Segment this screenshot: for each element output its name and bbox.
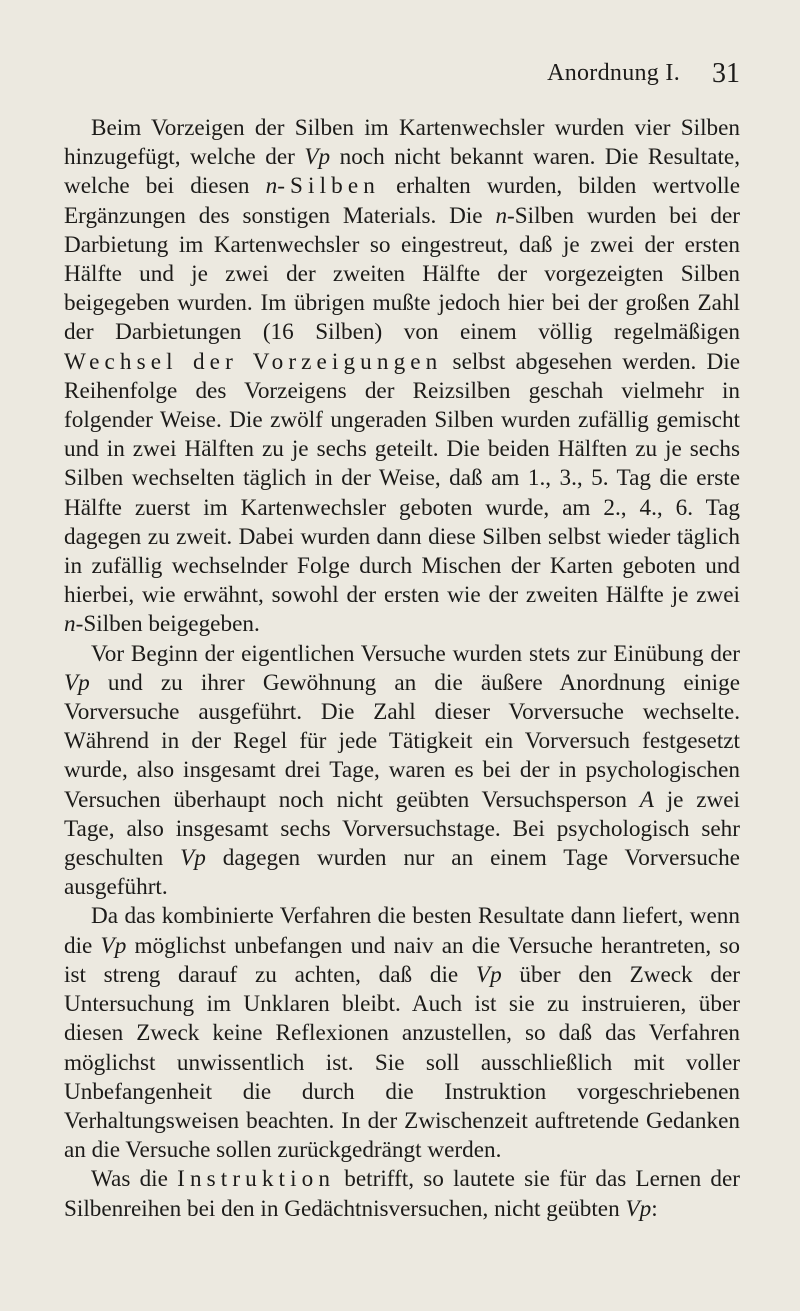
page-number: 31 (712, 58, 740, 89)
p1-text-c: erhalten wurden, bilden wertvolle Ergänzungen des sonstigen Materials. Die (64, 173, 740, 229)
vp-abbrev: Vp (64, 669, 90, 696)
p1-text-b: noch nicht bekannt waren. Die Resultate, welche bei diesen (64, 144, 741, 200)
vp-abbrev: Vp (180, 845, 206, 872)
page-header (64, 60, 740, 94)
p3-text-c: über den Zweck der Untersuchung im Unklaren bleibt. Auch ist sie zu instruieren, über diesen Zweck keine Reflexionen anzustellen, so daß das Verfahren möglichst unwissentlich ist. Sie soll ausschließlich mit voller Unbefangenheit die durch die Instruktion vorgeschriebenen Verhaltungsweisen beachten. In der Zwischenzeit auftretende Gedanken an die Versuche sollen zurückgedrängt werden. (64, 961, 740, 1164)
n-silben-spaced: -Silben (277, 173, 380, 200)
p1-text-f: -Silben beigegeben. (75, 611, 260, 638)
n-variable: n (265, 173, 278, 200)
p4-text-b: betrifft, so lautete sie für das Lernen der Silbenreihen bei den in Gedächtnisversuchen, nicht geübten (64, 1166, 741, 1222)
vp-abbrev: Vp (304, 144, 331, 171)
p4-text-c: : (651, 1195, 658, 1222)
wechsel-spaced: Wechsel der Vorzeigungen (64, 348, 443, 375)
p2-text-d: dagegen wurden nur an einem Tage Vorversuche ausgeführt. (64, 845, 740, 901)
p2-text-a: Vor Beginn der eigentlichen Versuche wurden stets zur Einübung der (91, 640, 740, 667)
p3-text-a: Da das kombinierte Verfahren die besten Resultate dann liefert, wenn die (64, 903, 740, 959)
instruktion-spaced: Instruktion (177, 1166, 336, 1193)
paragraph-2 (64, 640, 740, 903)
p2-text-c: je zwei Tage, also insgesamt sechs Vorversuchstage. Bei psychologisch sehr geschulten (64, 786, 740, 872)
vp-abbrev: Vp (100, 932, 127, 959)
p2-text-b: und zu ihrer Gewöhnung an die äußere Anordnung einige Vorversuche ausgeführt. Die Zahl dieser Vorversuche wechselte. Während in der Regel für jede Tätigkeit ein Vorversuch festgesetzt wurde, also insgesamt drei Tage, waren es bei der in psychologischen Versuchen überhaupt noch nicht geübten Versuchsperson (64, 669, 740, 813)
p3-text-b: möglichst unbefangen und naiv an die Versuche herantreten, so ist streng darauf zu achten, daß die (64, 932, 740, 988)
n-variable: n (64, 611, 76, 638)
paragraph-3 (64, 902, 740, 1165)
p1-text-a: Beim Vorzeigen der Silben im Kartenwechsler wurden vier Silben hinzugefügt, welche der (64, 115, 740, 171)
p1-text-d: -Silben wurden bei der Darbietung im Kartenwechsler so eingestreut, daß je zwei der ersten Hälfte und je zwei der zweiten Hälfte der vorgezeigten Silben beigegeben wurden. Im übrigen mußte jedoch hier bei der großen Zahl der Darbietungen (16 Silben) von einem völlig regelmäßigen (64, 202, 740, 346)
paragraph-1 (64, 114, 740, 640)
paragraph-4 (64, 1165, 740, 1223)
running-head: Anordnung I. (547, 60, 680, 86)
p1-text-e: selbst abgesehen werden. Die Reihenfolge des Vorzeigens der Reizsilben geschah vielmehr in folgender Weise. Die zwölf ungeraden Silben wurden zufällig gemischt und in zwei Hälften zu je sechs geteilt. Die beiden Hälften zu je sechs Silben wechselten täglich in der Weise, daß am 1., 3., 5. Tag die erste Hälfte zuerst im Kartenwechsler geboten wurde, am 2., 4., 6. Tag dagegen zu zweit. Dabei wurden dann diese Silben selbst wieder täglich in zufällig wechselnder Folge durch Mischen der Karten geboten und hierbei, wie erwähnt, sowohl der ersten wie der zweiten Hälfte je zwei (64, 348, 740, 609)
vp-abbrev: Vp (475, 961, 502, 988)
person-a: A (639, 786, 654, 813)
body-text (64, 114, 740, 1224)
p4-text-a: Was die (91, 1166, 178, 1193)
vp-abbrev: Vp (625, 1195, 652, 1222)
n-variable: n (495, 202, 508, 229)
